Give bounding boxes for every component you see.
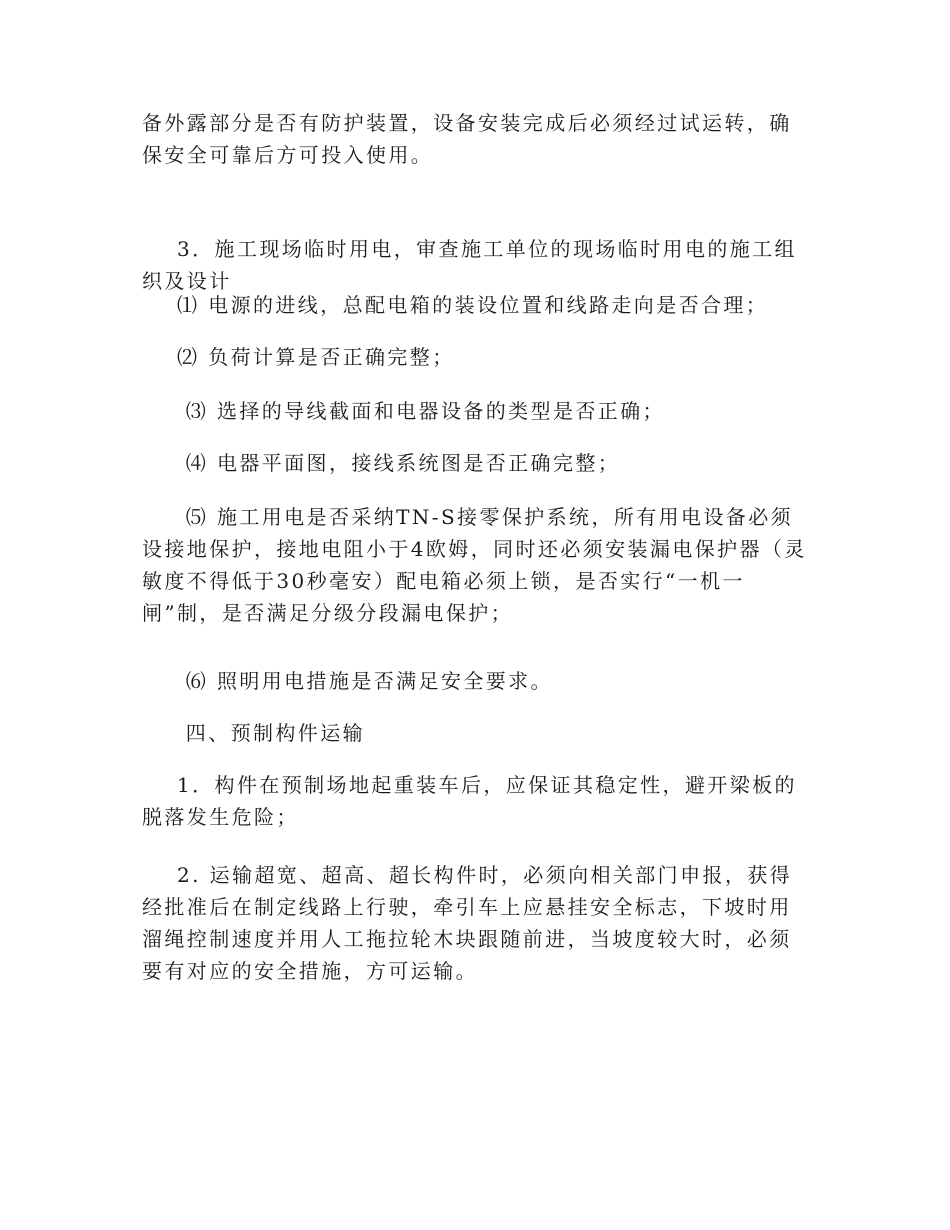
paragraph-equipment-protection: 备外露部分是否有防护装置，设备安装完成后必须经过试运转，确保安全可靠后方可投入使用。 [142,111,792,167]
paragraph-loading-stability: 1．构件在预制场地起重装车后，应保证其稳定性，避开梁板的脱落发生危险； [142,773,797,829]
list-item-power-inlet: ⑴ 电源的进线，总配电箱的装设位置和线路走向是否合理； [142,293,769,317]
paragraph-oversize-transport: 2. 运输超宽、超高、超长构件时，必须向相关部门申报，获得经批准后在制定线路上行驶，牵引车上应悬挂安全标志，下坡时用溜绳控制速度并用人工拖拉轮木块跟随前进，当坡度较大时，必须要有对应的安全措施，方可运输。 [142,863,793,983]
list-item-load-calculation: ⑵ 负荷计算是否正确完整； [142,345,455,369]
list-item-electrical-plan: ⑷ 电器平面图，接线系统图是否正确完整； [142,451,621,475]
list-item-tn-s-system: ⑸ 施工用电是否采纳TN-S接零保护系统，所有用电设备必须设接地保护，接地电阻小于4欧姆，同时还必须安装漏电保护器（灵敏度不得低于30秒毫安）配电箱必须上锁，是否实行“一机一闸”制，是否满足分级分段漏电保护； [142,505,807,625]
list-item-wire-selection: ⑶ 选择的导线截面和电器设备的类型是否正确； [142,399,665,423]
section-heading-transport: 四、预制构件运输 [142,721,365,745]
list-item-lighting: ⑹ 照明用电措施是否满足安全要求。 [142,669,553,693]
paragraph-temporary-power: 3．施工现场临时用电，审查施工单位的现场临时用电的施工组织及设计 [142,237,797,293]
